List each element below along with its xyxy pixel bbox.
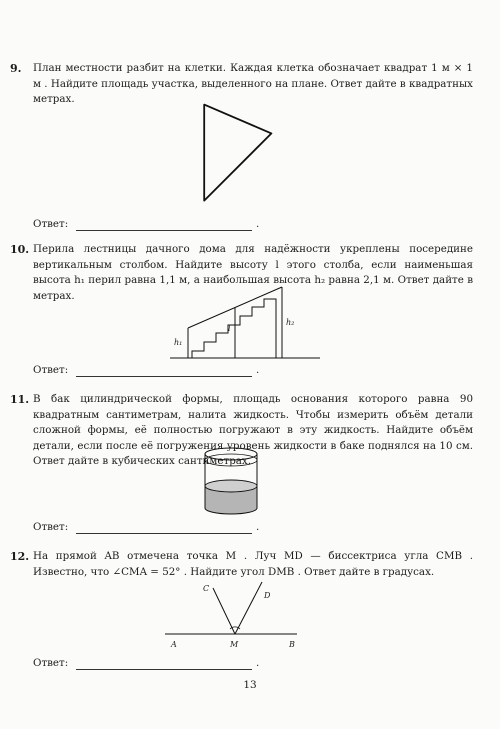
cylinder-tank-figure [203, 446, 259, 516]
label-B: B [289, 640, 295, 649]
answer-label: Ответ: [33, 521, 69, 533]
answer-label: Ответ: [33, 657, 69, 669]
problem-text: План местности разбит на клетки. Каждая клетка обозначает квадрат 1 м × 1 м . Найдите площадь участка, выделенного на плане. Ответ дайте в квадратных метрах. [33, 62, 473, 105]
answer-field[interactable] [76, 669, 252, 670]
grid-plan-figure [185, 95, 285, 212]
problem-number: 11. [10, 393, 30, 406]
triangle-plot [204, 105, 271, 201]
answer-field[interactable] [76, 376, 252, 377]
liquid-surface [205, 480, 257, 492]
label-D: D [264, 591, 271, 600]
answer-end: . [256, 521, 260, 533]
problem-text: На прямой AB отмечена точка M . Луч MD — биссектриса угла CMB . Известно, что ∠CMA = 52° . Найдите угол DMB . Ответ дайте в градусах. [33, 550, 473, 578]
label-C: C [203, 584, 210, 593]
label-M: M [230, 640, 239, 649]
stair-railing-figure [170, 285, 320, 363]
problem-text: В бак цилиндрической формы, площадь основания которого равна 90 квадратным сантиметрам, налита жидкость. Чтобы измерить объём детали сложной формы, её полностью погружают в эту жидкость. Найдите объём детали, если после её погружения уровень жидкости в баке поднялся на 10 см. Ответ дайте в кубических сантиметрах. [33, 393, 473, 467]
label-l: l [228, 324, 231, 333]
label-A: A [171, 640, 177, 649]
label-h1: h₁ [174, 338, 183, 347]
ray-MC [213, 588, 235, 634]
problem-number: 10. [10, 243, 30, 256]
problem-number: 9. [10, 62, 22, 75]
ray-MD [235, 582, 262, 634]
problem-number: 12. [10, 550, 30, 563]
answer-field[interactable] [76, 533, 252, 534]
answer-end: . [256, 657, 260, 669]
label-h2: h₂ [286, 318, 295, 327]
answer-field[interactable] [76, 230, 252, 231]
angle-figure [165, 578, 300, 653]
answer-label: Ответ: [33, 364, 69, 376]
answer-end: . [256, 364, 260, 376]
answer-label: Ответ: [33, 218, 69, 230]
page-number: 13 [243, 679, 257, 691]
answer-end: . [256, 218, 260, 230]
problem-text: Перила лестницы дачного дома для надёжности укреплены посередине вертикальным столбом. Найдите высоту l этого столба, если наименьшая высота h₁ перил равна 1,1 м, а наибольшая высота h₂ равна 2,1 м. Ответ дайте в метрах. [33, 243, 473, 302]
